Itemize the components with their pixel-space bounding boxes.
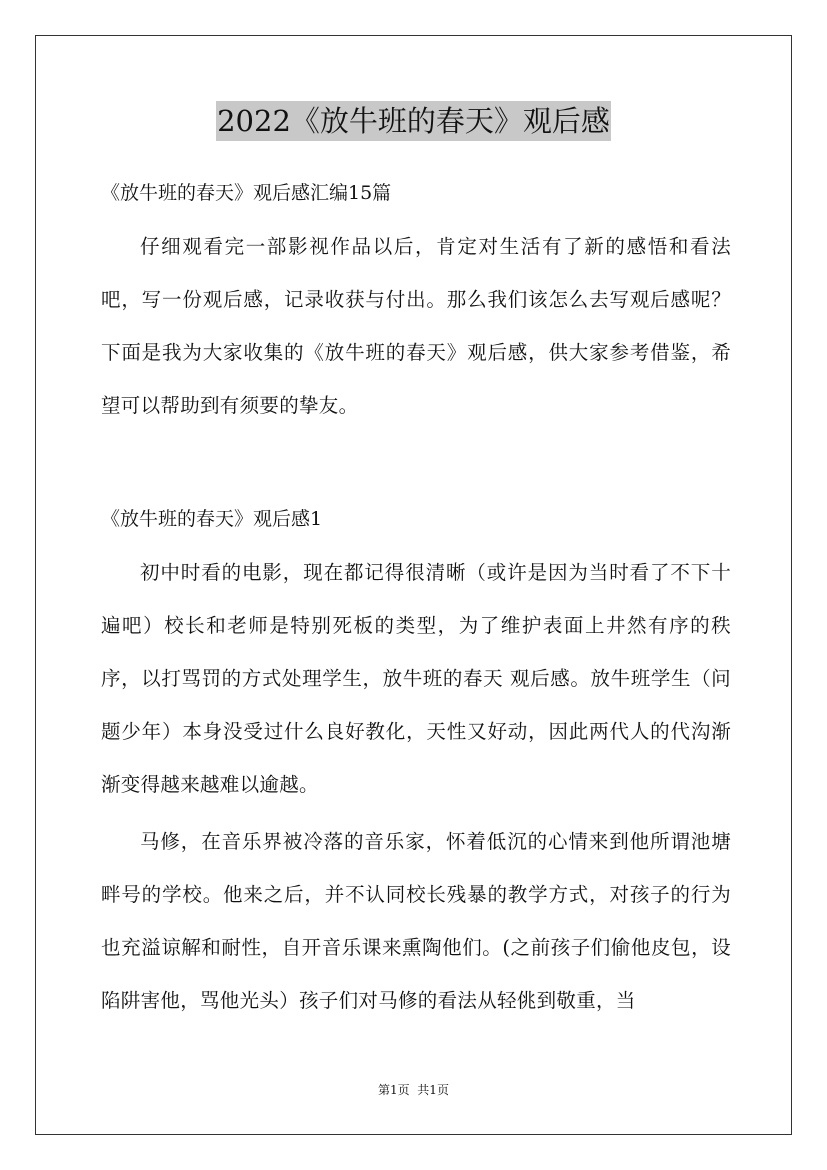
section1-paragraph-1: 初中时看的电影，现在都记得很清晰（或许是因为当时看了不下十遍吧）校长和老师是特别死板的类型，为了维护表面上井然有序的秩序，以打骂罚的方式处理学生，放牛班的春天 观后感。放牛班学生（问题少年）本身没受过什么良好教化，天性又好动，因此两代人的代沟渐渐变得越来越难以逾越。 bbox=[101, 561, 731, 796]
document-title: 2022《放牛班的春天》观后感 bbox=[216, 101, 611, 141]
title-container bbox=[0, 101, 827, 141]
document-subtitle: 《放牛班的春天》观后感汇编15篇 bbox=[101, 182, 392, 204]
section-heading-1: 《放牛班的春天》观后感1 bbox=[101, 508, 323, 530]
intro-paragraph: 仔细观看完一部影视作品以后，肯定对生活有了新的感悟和看法吧，写一份观后感，记录收获与付出。那么我们该怎么去写观后感呢？下面是我为大家收集的《放牛班的春天》观后感，供大家参考借鉴，希望可以帮助到有须要的挚友。 bbox=[101, 235, 731, 417]
page-footer: 第1页 共1页 bbox=[378, 1083, 449, 1097]
section1-paragraph-2: 马修，在音乐界被冷落的音乐家，怀着低沉的心情来到他所谓池塘畔号的学校。他来之后，并不认同校长残暴的教学方式，对孩子的行为也充溢谅解和耐性，自开音乐课来熏陶他们。(之前孩子们偷他皮包，设陷阱害他，骂他光头）孩子们对马修的看法从轻佻到敬重，当 bbox=[101, 830, 731, 1012]
